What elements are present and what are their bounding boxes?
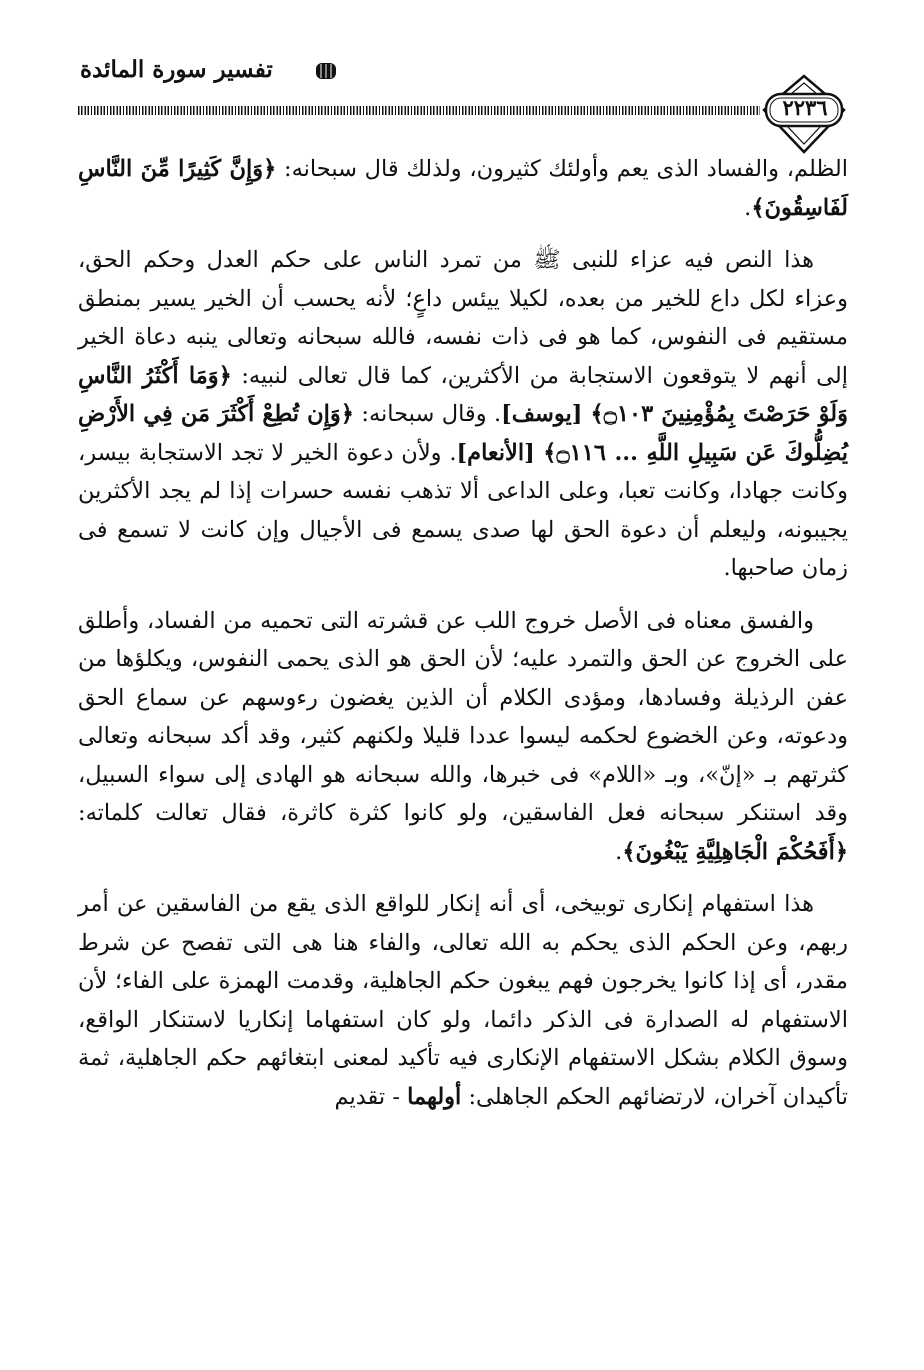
header-ornament-icon xyxy=(313,60,339,82)
running-title: تفسير سورة المائدة xyxy=(80,56,273,83)
paragraph xyxy=(78,602,848,872)
paragraph xyxy=(78,885,848,1116)
surah-reference: [يوسف] xyxy=(501,401,591,427)
text-run: . وقال سبحانه: xyxy=(353,401,502,427)
text-run: والفسق معناه فى الأصل خروج اللب عن قشرته التى تحميه من الفساد، وأطلق على الخروج عن الحق والتمرد عليه؛ لأن الحق هو الذى يحمى النفوس، ويكلؤها من عفن الرذيلة وفسادها، ومؤدى الكلام أن الذين يغضون رءوسهم عن سماع الحق ودعوته، وعن الخضوع لحكمه ليسوا عددا قليلا ولكنهم كثير، وقد أكد سبحانه وتعالى كثرتهم بـ «إنّ»، وبـ «اللام» فى خبرها، والله سبحانه هو الهادى إلى سواء السبيل، وقد استنكر سبحانه فعل الفاسقين، ولو كانوا كثرة كاثرة، فقال تعالت كلماته: xyxy=(78,607,848,826)
quran-verse: ﴿أَفَحُكْمَ الْجَاهِلِيَّةِ يَبْغُونَ﴾ xyxy=(622,838,848,865)
quran-verse: ﴿وَمَا أَكْثَرُ النَّاسِ وَلَوْ حَرَصْتَ بِمُؤْمِنِينَ ۝١٠٣﴾ xyxy=(78,362,848,427)
text-run: . xyxy=(744,194,752,221)
text-run: . xyxy=(615,838,623,865)
paragraph xyxy=(78,241,848,588)
text-run: هذا استفهام إنكارى توبيخى، أى أنه إنكار للواقع الذى يقع من الفاسقين عن أمر ربهم، وعن الحكم الذى يحكم به الله تعالى، والفاء هنا هى التى تفصح عن شرط مقدر، أى إذا كانوا يخرجون فهم يبغون حكم الجاهلية، وقدمت الهمزة على الفاء؛ لأن الاستفهام له الصدارة فى الذكر دائما، ولو كان استفهاما إنكاريا لاستنكار الواقع، وسوق الكلام بشكل الاستفهام الإنكارى فيه تأكيد لمعنى ابتغائهم حكم الجاهلية، ثمة تأكيدان آخران، لارتضائهم الحكم الجاهلى: xyxy=(78,891,848,1110)
paragraph xyxy=(78,150,848,227)
text-run: . ولأن دعوة الخير لا تجد الاستجابة بيسر، وكانت جهادا، وكانت تعبا، وعلى الداعى ألا تذهب نفسه حسرات إذا لم يجد الأكثرين يجيبونه، وليعلم أن دعوة الحق لها صدى يسمع فى الأجيال وإن كانت لا تسمع فى زمان صاحبها. xyxy=(78,439,848,581)
text-run: الظلم، والفساد الذى يعم وأولئك كثيرون، ولذلك قال سبحانه: xyxy=(276,156,848,182)
text-run: - تقديم xyxy=(334,1083,408,1110)
body-text xyxy=(78,150,848,1116)
header-rule xyxy=(78,106,760,115)
quran-verse: ﴿وَإِن تُطِعْ أَكْثَرَ مَن فِي الأَرْضِ يُضِلُّوكَ عَن سَبِيلِ اللَّهِ ... ۝١١٦﴾ xyxy=(78,401,848,466)
text-run: هذا النص فيه عزاء للنبى ﷺ من تمرد الناس على حكم العدل وحكم الحق، وعزاء لكل داع للخير من بعده، لكيلا ييئس داعٍ؛ لأنه يحسب أن الخير يسير بمنطق مستقيم فى النفوس، كما هو فى ذات نفسه، فالله سبحانه وتعالى ينبه دعاة الخير إلى أنهم لا يتوقعون الاستجابة من الأكثرين، كما قال تعالى لنبيه: xyxy=(78,247,848,389)
surah-reference: [الأنعام] xyxy=(456,439,544,466)
bold-term: أولهما xyxy=(407,1083,462,1110)
quran-verse: ﴿وَإِنَّ كَثِيرًا مِّنَ النَّاسِ لَفَاسِقُونَ﴾ xyxy=(78,156,848,221)
page-number: ٢٢٣٦ xyxy=(782,95,828,120)
